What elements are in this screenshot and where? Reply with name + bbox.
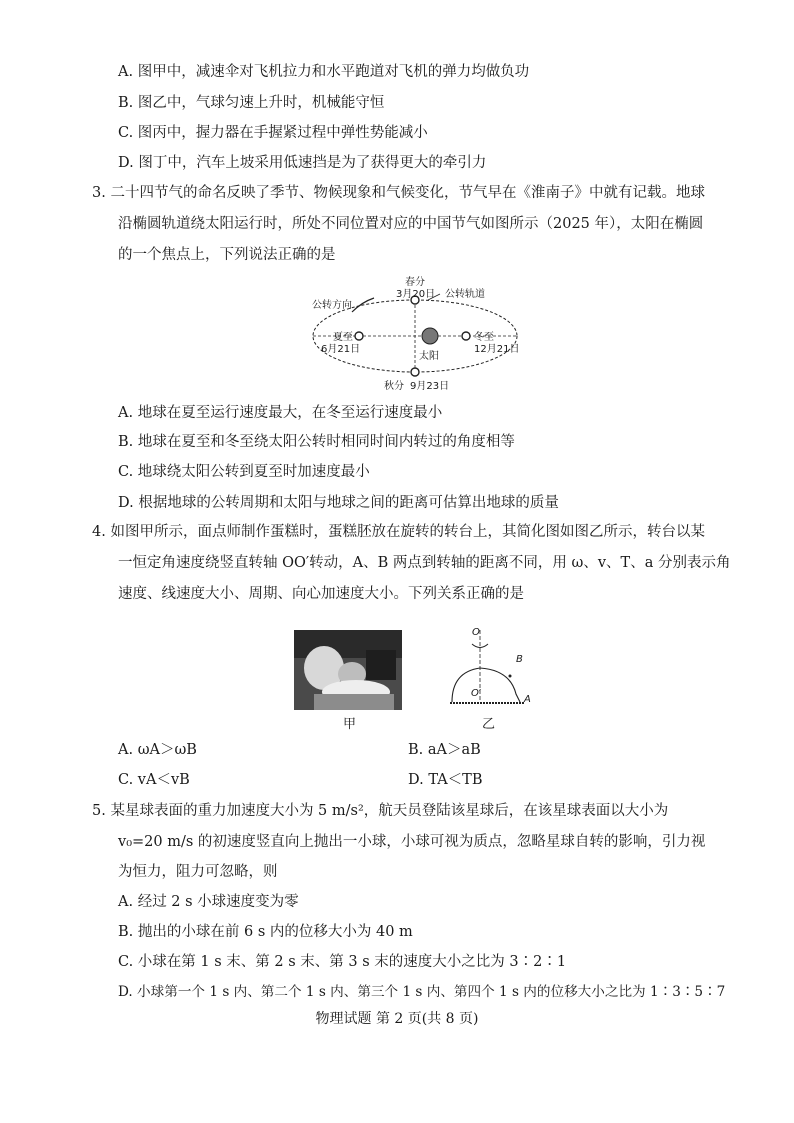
winter-name: 冬至 — [474, 332, 494, 343]
q4-stem-line1: 4. 如图甲所示，面点师制作蛋糕时，蛋糕胚放在旋转的转台上，其简化图如图乙所示，转台以某 — [92, 524, 705, 540]
page-footer: 物理试题 第 2 页(共 8 页) — [315, 1011, 479, 1027]
q3-stem-line3: 的一个焦点上，下列说法正确的是 — [118, 247, 336, 263]
earth-summer-icon — [355, 332, 363, 340]
q5-stem-line1: 5. 某星球表面的重力加速度大小为 5 m/s²，航天员登陆该星球后，在该星球表面以大小为 — [92, 803, 669, 819]
label-o: O — [472, 627, 480, 638]
label-o-prime: O′ — [471, 688, 482, 699]
point-b-marker — [509, 675, 512, 678]
q5-stem-line2: v₀=20 m/s 的初速度竖直向上抛出一小球，小球可视为质点，忽略星球自转的影响，引力视 — [118, 834, 706, 850]
figure-jia-label: 甲 — [343, 717, 357, 732]
q5-stem-line3: 为恒力，阻力可忽略，则 — [118, 864, 278, 880]
q3-stem-line2: 沿椭圆轨道绕太阳运行时，所处不同位置对应的中国节气如图所示（2025 年），太阳在椭圆 — [118, 216, 704, 232]
q3-option-d: D. 根据地球的公转周期和太阳与地球之间的距离可估算出地球的质量 — [118, 495, 559, 511]
figure-jia-photo — [294, 630, 402, 710]
autumn-date: 9月23日 — [410, 381, 450, 392]
q3-option-c: C. 地球绕太阳公转到夏至时加速度最小 — [118, 464, 370, 480]
q4-stem-line2: 一恒定角速度绕竖直转轴 OO′转动，A、B 两点到转轴的距离不同，用 ω、v、T、a 分别表示角 — [118, 555, 731, 571]
q5-option-c: C. 小球在第 1 s 末、第 2 s 末、第 3 s 末的速度大小之比为 3∶2∶1 — [118, 954, 567, 970]
summer-date: 6月21日 — [321, 344, 361, 355]
winter-date: 12月21日 — [474, 344, 520, 355]
q2-option-b: B. 图乙中，气球匀速上升时，机械能守恒 — [118, 95, 385, 111]
summer-name: 夏至 — [333, 332, 353, 343]
sun-label: 太阳 — [419, 351, 439, 362]
earth-autumn-icon — [411, 368, 419, 376]
q5-option-d: D. 小球第一个 1 s 内、第二个 1 s 内、第三个 1 s 内、第四个 1 s 内的位移大小之比为 1∶3∶5∶7 — [118, 984, 726, 1000]
q2-option-c: C. 图丙中，握力器在手握紧过程中弹性势能减小 — [118, 125, 428, 141]
q3-stem-line1: 3. 二十四节气的命名反映了季节、物候现象和气候变化，节气早在《淮南子》中就有记载。地球 — [92, 185, 705, 201]
q5-option-a: A. 经过 2 s 小球速度变为零 — [118, 894, 299, 910]
autumn-name: 秋分 — [384, 381, 404, 392]
orbit-label: 公转轨道 — [445, 289, 485, 300]
sun-icon — [422, 328, 438, 344]
q2-option-a: A. 图甲中，减速伞对飞机拉力和水平跑道对飞机的弹力均做负功 — [118, 64, 530, 80]
q2-option-d: D. 图丁中，汽车上坡采用低速挡是为了获得更大的牵引力 — [118, 155, 487, 171]
q5-option-b: B. 抛出的小球在前 6 s 内的位移大小为 40 m — [118, 924, 413, 940]
spring-date: 3月20日 — [396, 289, 436, 300]
spring-name: 春分 — [405, 277, 425, 288]
direction-label: 公转方向 — [312, 300, 352, 311]
q4-option-c: C. vA＜vB — [118, 772, 190, 788]
q4-option-b: B. aA＞aB — [408, 742, 481, 758]
label-b: B — [516, 654, 523, 665]
earth-winter-icon — [462, 332, 470, 340]
label-a: A — [524, 694, 531, 705]
cake-outline — [452, 668, 520, 702]
q4-stem-line3: 速度、线速度大小、周期、向心加速度大小。下列关系正确的是 — [118, 586, 524, 602]
q4-option-d: D. TA＜TB — [408, 772, 483, 788]
q3-option-b: B. 地球在夏至和冬至绕太阳公转时相同时间内转过的角度相等 — [118, 434, 515, 450]
q4-option-a: A. ωA＞ωB — [118, 742, 197, 758]
q3-option-a: A. 地球在夏至运行速度最大，在冬至运行速度最小 — [118, 405, 443, 421]
figure-yi-label: 乙 — [482, 717, 496, 732]
